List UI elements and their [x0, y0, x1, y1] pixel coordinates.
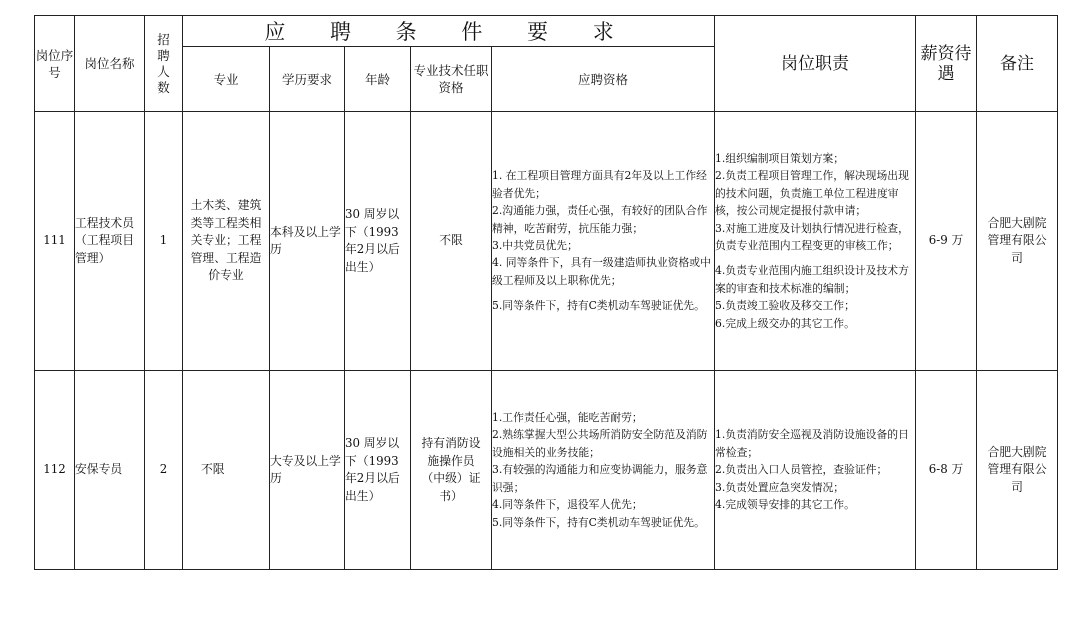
list-item: 4.同等条件下，退役军人优先； — [492, 498, 643, 512]
row-age: 30 周岁以下（1993 年2月以后出生） — [345, 112, 411, 371]
list-item: 4. 同等条件下，具有一级建造师执业资格或中级工程师及以上职称优先； — [492, 256, 711, 287]
list-item: 2.沟通能力强，责任心强，有较好的团队合作精神，吃苦耐劳，抗压能力强； — [492, 204, 708, 235]
row-seq: 112 — [35, 371, 75, 570]
row-tech-title: 不限 — [411, 112, 492, 371]
table-row — [35, 112, 1058, 371]
list-item: 5.同等条件下，持有C类机动车驾驶证优先。 — [492, 515, 705, 529]
row-qualifications — [492, 371, 715, 570]
row-salary: 6-8 万 — [916, 371, 977, 570]
table-row — [35, 371, 1058, 570]
header-qualification: 应聘资格 — [492, 47, 715, 112]
header-name: 岗位名称 — [75, 16, 145, 112]
list-item: 5.同等条件下，持有C类机动车驾驶证优先。 — [492, 299, 705, 313]
header-major: 专业 — [183, 47, 270, 112]
row-salary: 6-9 万 — [916, 112, 977, 371]
row-education: 本科及以上学历 — [270, 112, 345, 371]
list-item: 2.负责工程项目管理工作，解决现场出现的技术问题，负责施工单位工程进度审核，按公司规定提报付款申请； — [715, 169, 909, 218]
row-education: 大专及以上学历 — [270, 371, 345, 570]
list-item: 3.对施工进度及计划执行情况进行检查，负责专业范围内工程变更的审核工作； — [715, 221, 909, 252]
list-item: 4.负责专业范围内施工组织设计及技术方案的审查和技术标准的编制； — [715, 264, 909, 295]
list-item: 1. 在工程项目管理方面具有2年及以上工作经验者优先； — [492, 169, 707, 200]
list-item: 4.完成领导安排的其它工作。 — [715, 498, 855, 512]
row-duties — [715, 112, 916, 371]
header-recruit-char: 人 — [157, 63, 170, 79]
list-item: 3.负责处置应急突发情况； — [715, 480, 845, 494]
recruitment-table — [34, 15, 1058, 570]
list-item: 1.工作责任心强，能吃苦耐劳； — [492, 411, 643, 425]
row-qualifications — [492, 112, 715, 371]
row-major: 土木类、建筑类等工程类相关专业；工程管理、工程造价专业 — [183, 112, 270, 371]
row-remark: 合肥大剧院管理有限公司 — [977, 371, 1058, 570]
header-tech-title: 专业技术任职资格 — [411, 47, 492, 112]
header-education: 学历要求 — [270, 47, 345, 112]
list-item: 2.负责出入口人员管控，查验证件； — [715, 463, 888, 477]
header-recruit-char: 招 — [157, 31, 170, 47]
list-item: 6.完成上级交办的其它工作。 — [715, 316, 855, 330]
header-recruit-char: 数 — [157, 79, 170, 95]
list-item: 5.负责竣工验收及移交工作； — [715, 299, 855, 313]
row-seq: 111 — [35, 112, 75, 371]
row-name: 安保专员 — [75, 371, 145, 570]
header-remark: 备注 — [977, 16, 1058, 112]
row-major: 不限 — [183, 371, 270, 570]
list-item: 3.中共党员优先； — [492, 239, 578, 252]
row-tech-title: 持有消防设施操作员（中级）证书） — [411, 371, 492, 570]
header-row-1 — [35, 16, 1058, 47]
row-count: 2 — [145, 371, 183, 570]
row-remark: 合肥大剧院管理有限公司 — [977, 112, 1058, 371]
header-recruit-count — [145, 16, 183, 112]
list-item: 2.熟练掌握大型公共场所消防安全防范及消防设施相关的业务技能； — [492, 428, 708, 459]
row-age: 30 周岁以下（1993 年2月以后出生） — [345, 371, 411, 570]
header-recruit-char: 聘 — [157, 47, 170, 63]
header-age: 年龄 — [345, 47, 411, 112]
list-item: 1.负责消防安全巡视及消防设施设备的日常检查； — [715, 428, 909, 459]
header-seq: 岗位序号 — [35, 16, 75, 112]
row-duties — [715, 371, 916, 570]
row-count: 1 — [145, 112, 183, 371]
list-item: 1.组织编制项目策划方案； — [715, 151, 845, 165]
table-title: 应 聘 条 件 要 求 — [183, 16, 715, 47]
row-name: 工程技术员（工程项目管理） — [75, 112, 145, 371]
list-item: 3.有较强的沟通能力和应变协调能力，服务意识强； — [492, 463, 708, 494]
header-duties: 岗位职责 — [715, 16, 916, 112]
header-salary: 薪资待遇 — [916, 16, 977, 112]
